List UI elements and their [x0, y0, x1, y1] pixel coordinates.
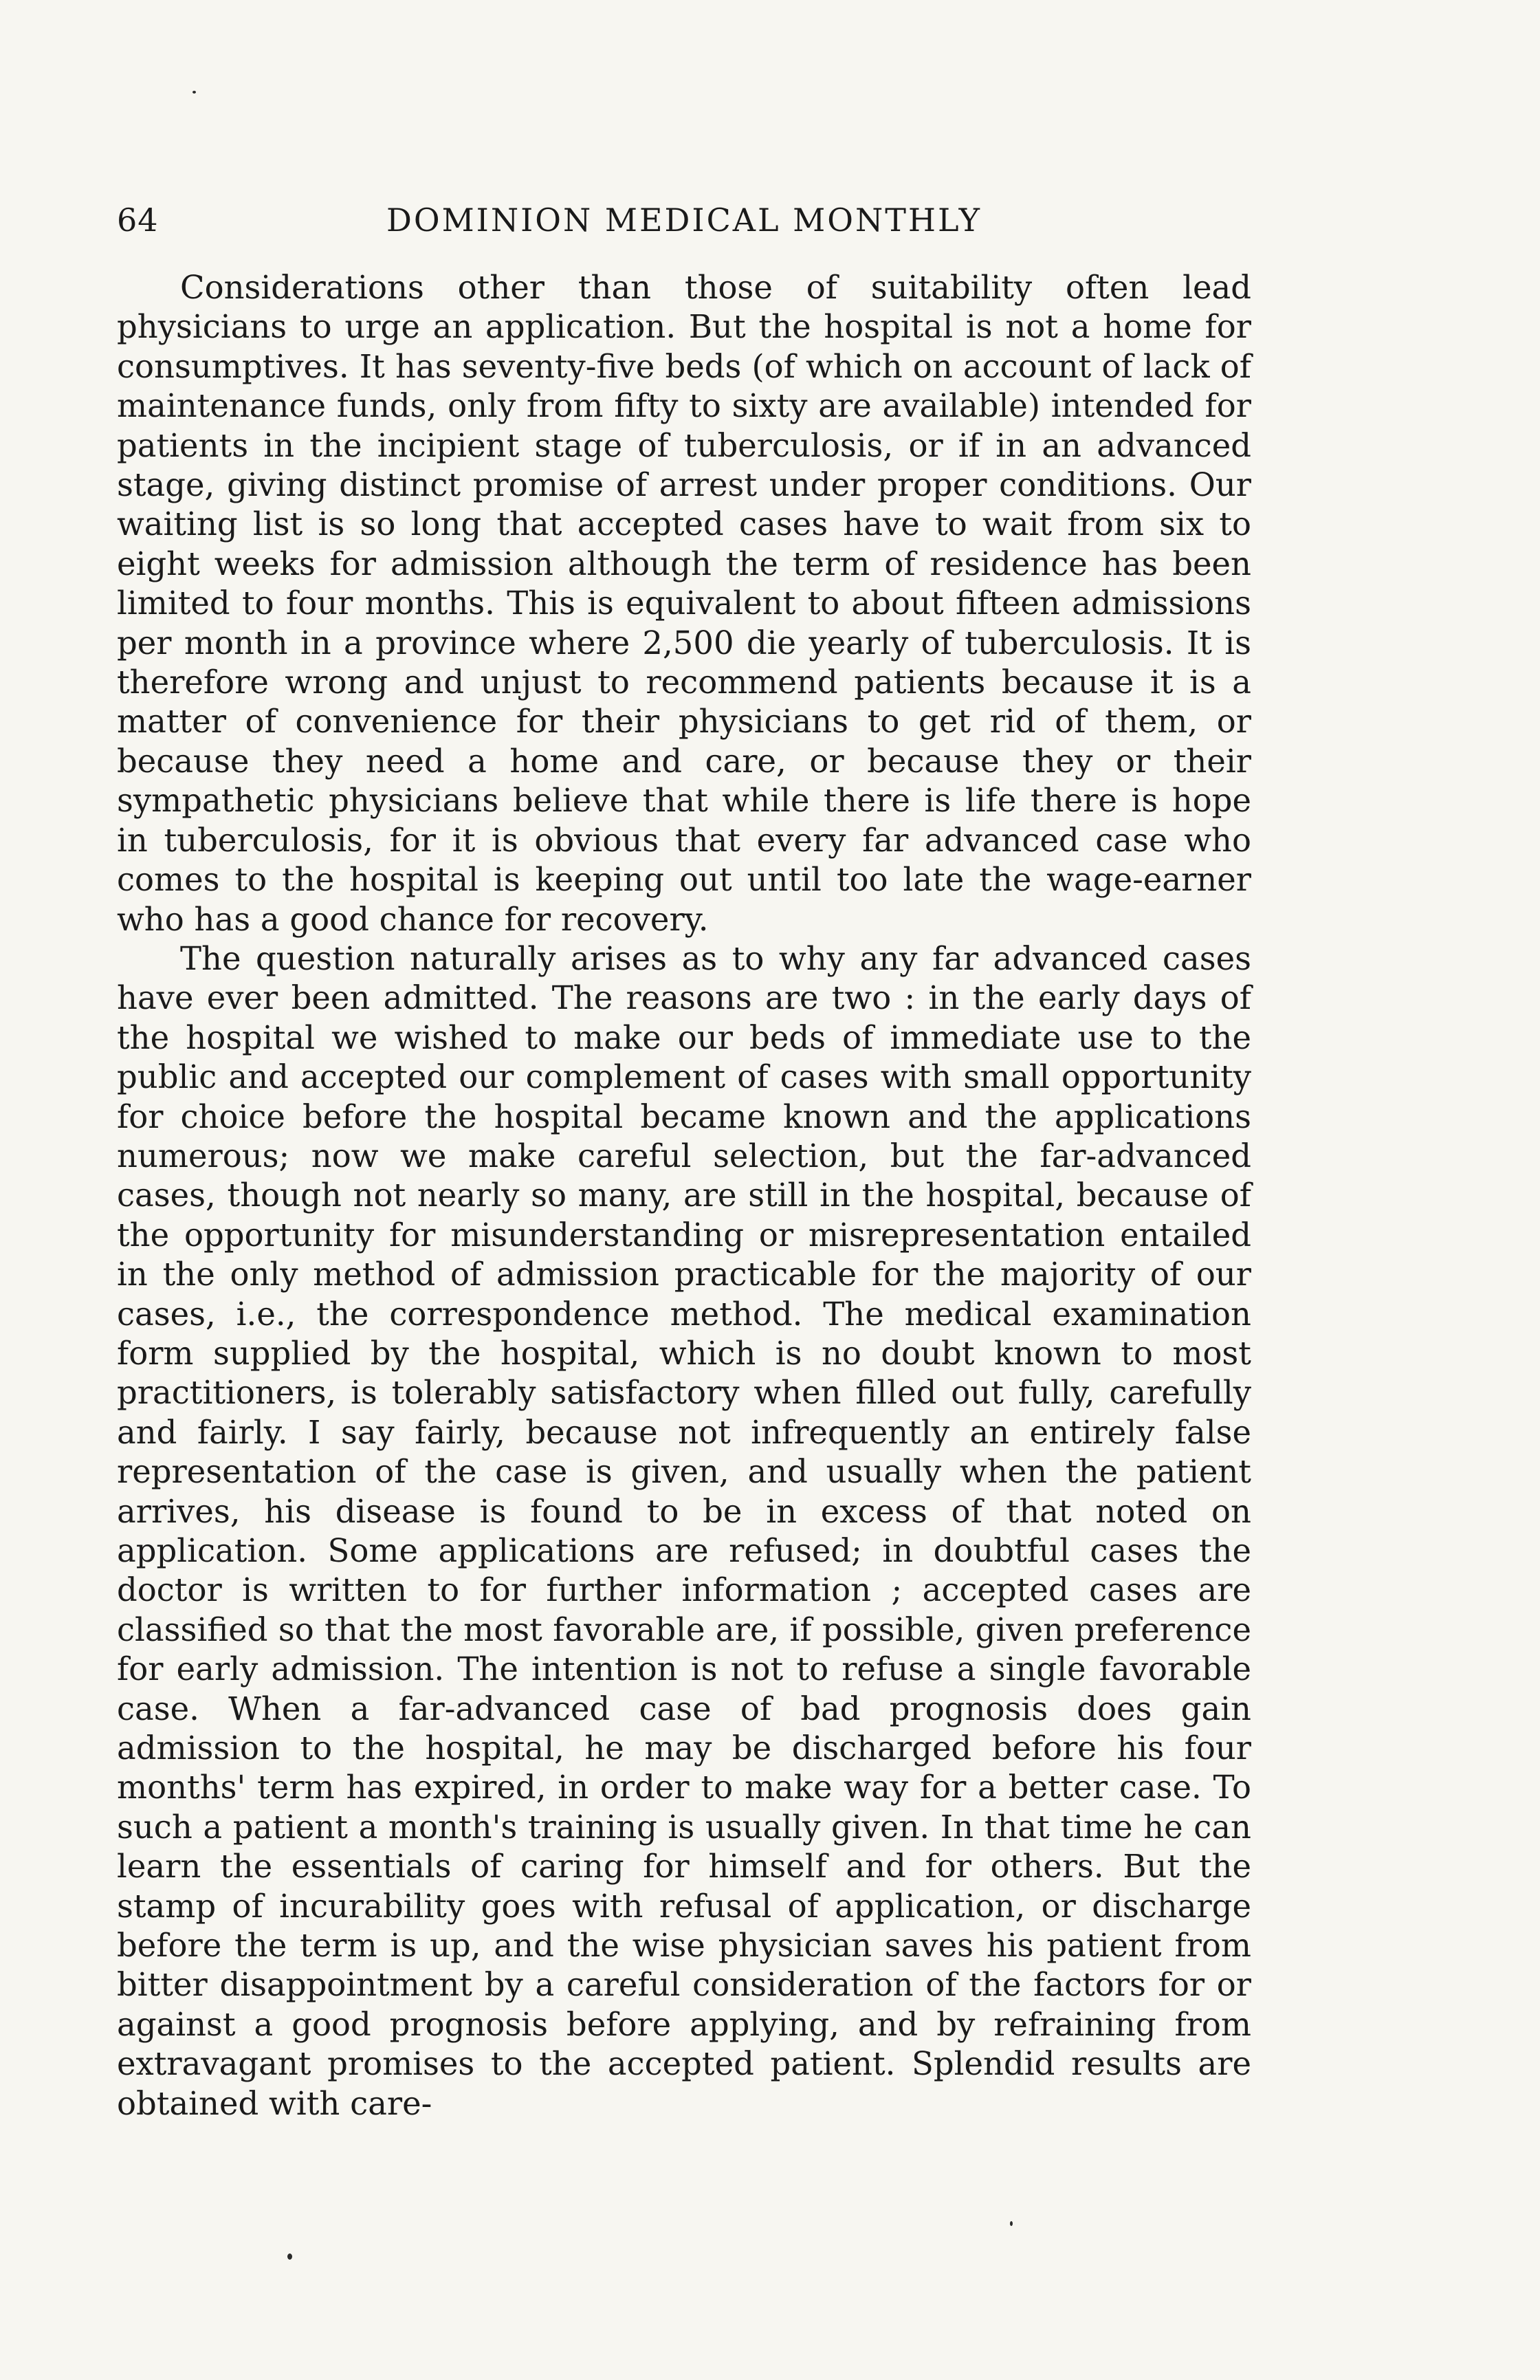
ink-speck — [287, 2253, 292, 2260]
page-number: 64 — [117, 201, 159, 239]
running-head: DOMINION MEDICAL MONTHLY — [386, 201, 982, 239]
paragraph: Considerations other than those of suitability often lead physicians to urge an application. But the hospital is not a home for consumptives. It has seventy-five beds (of which on account of lack of maintenance funds, only from fifty to sixty are available) intended for patients in the incipient stage of tuberculosis, or if in an advanced stage, giving distinct promise of arrest under proper conditions. Our waiting list is so long that accepted cases have to wait from six to eight weeks for admission although the term of residence has been limited to four months. This is equivalent to about fifteen admissions per month in a province where 2,500 die yearly of tuberculosis. It is therefore wrong and unjust to recommend patients because it is a matter of convenience for their physicians to get rid of them, or because they need a home and care, or because they or their sympathetic physicians believe that while there is life there is hope in tuberculosis, for it is obvious that every far advanced case who comes to the hospital is keeping out until too late the wage-earner who has a good chance for recovery. — [117, 269, 1251, 938]
paragraph: The question naturally arises as to why any far advanced cases have ever been admitted. The reasons are two : in the early days of the hospital we wished to make our beds of immediate use to the public and accepted our complement of cases with small opportunity for choice before the hospital became known and the applications numerous; now we make careful selection, but the far-advanced cases, though not nearly so many, are still in the hospital, because of the opportunity for misunderstanding or misrepresentation entailed in the only method of admission practicable for the majority of our cases, i.e., the correspondence method. The medical examination form supplied by the hospital, which is no doubt known to most practitioners, is tolerably satisfactory when filled out fully, carefully and fairly. I say fairly, because not infrequently an entirely false representation of the case is given, and usually when the patient arrives, his disease is found to be in excess of that noted on application. Some applications are refused; in doubtful cases the doctor is written to for further information ; accepted cases are classified so that the most favorable are, if possible, given preference for early admission. The intention is not to refuse a single favorable case. When a far-advanced case of bad prognosis does gain admission to the hospital, he may be discharged before his four months' term has expired, in order to make way for a better case. To such a patient a month's training is usually given. In that time he can learn the essentials of caring for himself and for others. But the stamp of incurability goes with refusal of application, or discharge before the term is up, and the wise physician saves his patient from bitter disappointment by a careful consideration of the factors for or against a good prognosis before applying, and by refraining from extravagant promises to the accepted patient. Splendid results are obtained with care- — [117, 939, 1251, 2122]
ink-speck — [192, 91, 196, 94]
article-body — [117, 268, 1251, 2124]
page-header — [117, 199, 1251, 254]
ink-speck — [1010, 2221, 1013, 2226]
